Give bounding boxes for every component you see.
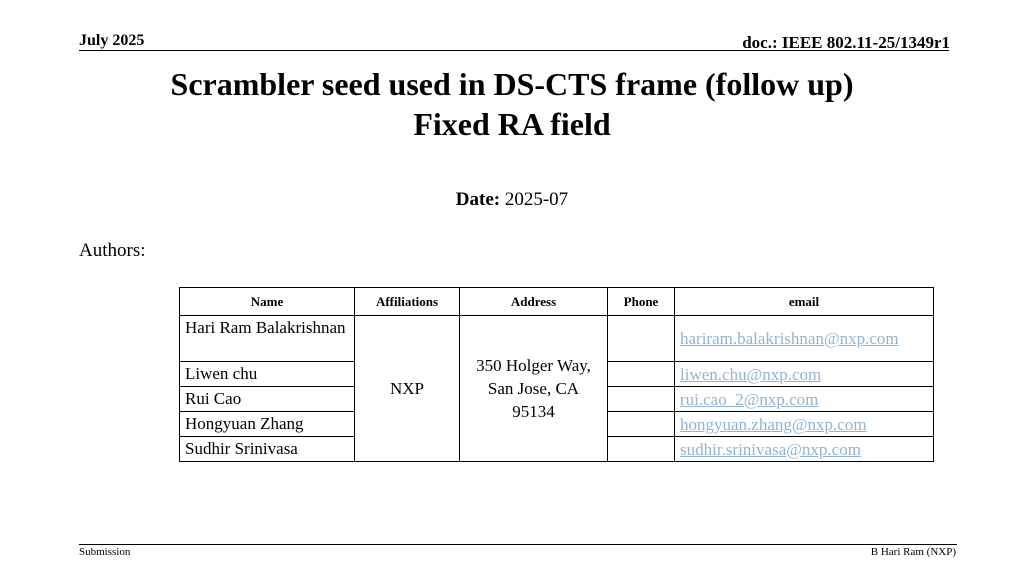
date-line xyxy=(0,189,1024,211)
phone-cell xyxy=(608,437,675,462)
phone-cell xyxy=(608,362,675,387)
affiliation-cell: NXP xyxy=(355,316,460,462)
author-name: Sudhir Srinivasa xyxy=(180,437,355,462)
footer-author: B Hari Ram (NXP) xyxy=(870,546,956,558)
authors-label: Authors: xyxy=(79,240,146,261)
address-line: San Jose, CA xyxy=(487,379,580,398)
email-cell xyxy=(675,412,934,437)
title-line-2: Fixed RA field xyxy=(413,106,611,142)
authors-table xyxy=(179,287,934,462)
header-divider xyxy=(79,50,949,51)
header-phone: Phone xyxy=(608,288,675,316)
header-affiliations: Affiliations xyxy=(355,288,460,316)
header-email: email xyxy=(675,288,934,316)
email-link[interactable]: rui.cao_2@nxp.com xyxy=(680,389,819,409)
header-date: July 2025 xyxy=(79,32,145,49)
author-name: Hongyuan Zhang xyxy=(180,412,355,437)
email-link[interactable]: sudhir.srinivasa@nxp.com xyxy=(680,439,861,459)
email-link[interactable]: liwen.chu@nxp.com xyxy=(680,364,822,384)
title-line-1: Scrambler seed used in DS-CTS frame (follow up) xyxy=(170,66,854,102)
address-line: 95134 xyxy=(512,402,555,421)
date-value: 2025-07 xyxy=(504,189,569,210)
phone-cell xyxy=(608,316,675,362)
slide-title xyxy=(0,64,1024,144)
header-name: Name xyxy=(180,288,355,316)
header-address: Address xyxy=(460,288,608,316)
email-cell xyxy=(675,437,934,462)
email-link[interactable]: hariram.balakrishnan@nxp.com xyxy=(680,329,899,348)
email-cell xyxy=(675,316,934,362)
table-header-row xyxy=(180,288,934,316)
footer-submission: Submission xyxy=(79,546,131,558)
phone-cell xyxy=(608,387,675,412)
author-name: Hari Ram Balakrishnan xyxy=(180,316,355,362)
header-doc-id: doc.: IEEE 802.11-25/1349r1 xyxy=(742,33,950,52)
table-row xyxy=(180,316,934,362)
address-cell xyxy=(460,316,608,462)
address-line: 350 Holger Way, xyxy=(476,356,591,375)
phone-cell xyxy=(608,412,675,437)
email-cell xyxy=(675,387,934,412)
email-cell xyxy=(675,362,934,387)
email-link[interactable]: hongyuan.zhang@nxp.com xyxy=(680,414,867,434)
date-label: Date: xyxy=(455,189,501,210)
author-name: Liwen chu xyxy=(180,362,355,387)
author-name: Rui Cao xyxy=(180,387,355,412)
footer-divider xyxy=(79,544,957,545)
